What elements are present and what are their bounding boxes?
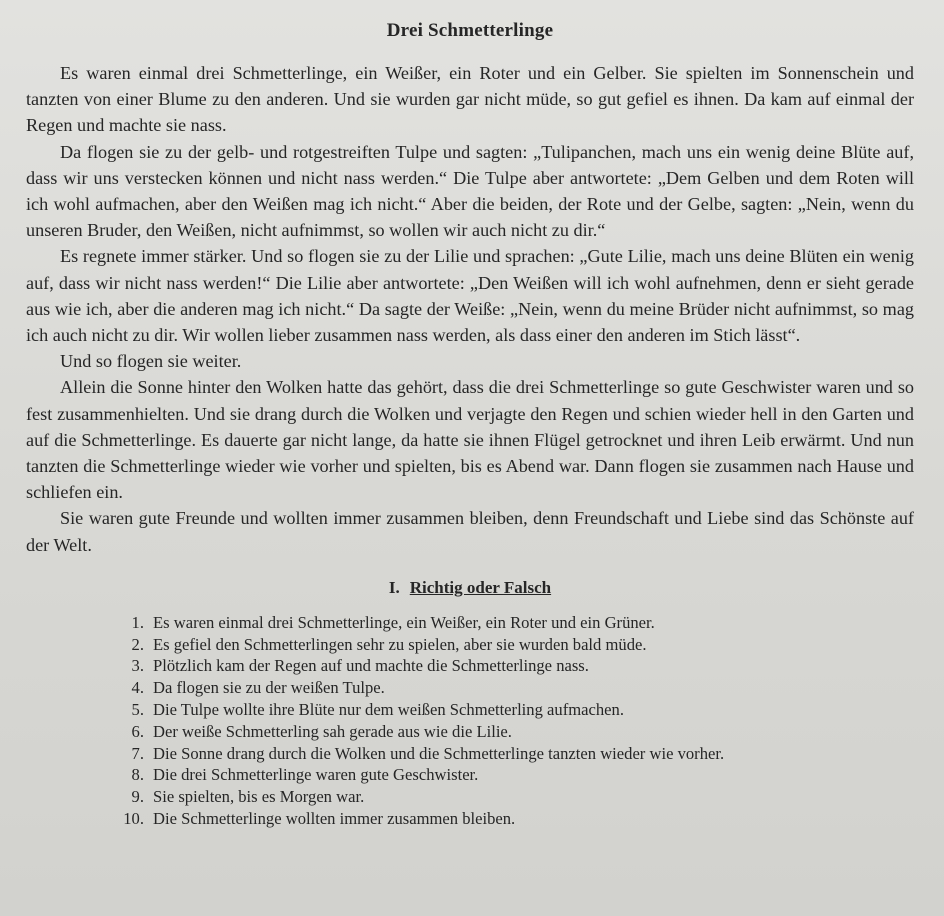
statement-number: 5. xyxy=(131,700,144,720)
statement-text: Es gefiel den Schmetterlingen sehr zu spielen, aber sie wurden bald müde. xyxy=(153,634,647,654)
statement-item xyxy=(112,721,914,743)
statement-item xyxy=(112,655,914,677)
statement-text: Die Schmetterlinge wollten immer zusammen bleiben. xyxy=(153,809,516,829)
statement-text: Die Tulpe wollte ihre Blüte nur dem weißen Schmetterling aufmachen. xyxy=(153,700,624,720)
statement-number: 4. xyxy=(131,678,144,698)
story-text xyxy=(26,60,914,558)
story-paragraph: Und so flogen sie weiter. xyxy=(60,351,242,372)
statement-item xyxy=(112,808,914,830)
statement-number: 3. xyxy=(131,656,144,676)
statement-number: 6. xyxy=(131,721,144,741)
exercise-heading xyxy=(26,578,914,598)
statement-text: Die drei Schmetterlinge waren gute Geschwister. xyxy=(153,765,479,785)
statement-item xyxy=(112,786,914,808)
statement-text: Sie spielten, bis es Morgen war. xyxy=(153,787,365,807)
statement-text: Der weiße Schmetterling sah gerade aus wie die Lilie. xyxy=(153,721,512,741)
statement-item xyxy=(112,634,914,656)
statement-text: Es waren einmal drei Schmetterlinge, ein Weißer, ein Roter und ein Grüner. xyxy=(153,612,655,632)
exercise-title: Richtig oder Falsch xyxy=(409,577,552,597)
document-title: Drei Schmetterlinge xyxy=(386,20,554,41)
statement-text: Da flogen sie zu der weißen Tulpe. xyxy=(153,678,385,698)
story-paragraph: Es waren einmal drei Schmetterlinge, ein Weißer, ein Roter und ein Gelber. Sie spielten im Sonnenschein und tanzten von einer Blume zu den anderen. Und sie wurden gar nicht müde, so gut gefiel es ihnen. Da kam auf einmal der Regen und machte sie nass. xyxy=(26,63,914,136)
story-paragraph: Allein die Sonne hinter den Wolken hatte das gehört, dass die drei Schmetterlinge so gute Geschwister waren und so fest zusammenhielten. Und sie drang durch die Wolken und verjagte den Regen und schien wieder hell in den Garten und auf die Schmetterlinge. Es dauerte gar nicht lange, da hatte sie ihnen Flügel getrocknet und ihren Leib erwärmt. Und nun tanzten die Schmetterlinge wieder wie vorher und spielten, bis es Abend war. Dann flogen sie zusammen nach Hause und schliefen ein. xyxy=(26,377,914,503)
statement-number: 10. xyxy=(123,809,144,829)
statement-item xyxy=(112,677,914,699)
statement-number: 8. xyxy=(131,765,144,785)
statement-text: Plötzlich kam der Regen auf und machte die Schmetterlinge nass. xyxy=(153,656,589,676)
exercise-number: I. xyxy=(388,577,400,597)
story-paragraph: Es regnete immer stärker. Und so flogen sie zu der Lilie und sprachen: „Gute Lilie, mach uns deine Blüten ein wenig auf, dass wir nicht nass werden!“ Die Lilie aber antwortete: „Den Weißen will ich wohl aufnehmen, denn er sieht gerade aus wie ich, aber die anderen mag ich nicht.“ Da sagte der Weiße: „Nein, wenn du meine Brüder nicht aufnimmst, so mag ich auch nicht zu dir. Wir wollen lieber zusammen nass werden, als dass einer den anderen im Stich lässt“. xyxy=(26,246,914,346)
statement-number: 2. xyxy=(131,634,144,654)
statement-list xyxy=(26,612,914,830)
statement-item xyxy=(112,743,914,765)
statement-number: 9. xyxy=(131,787,144,807)
story-paragraph: Sie waren gute Freunde und wollten immer zusammen bleiben, denn Freundschaft und Liebe sind das Schönste auf der Welt. xyxy=(26,508,914,555)
story-paragraph: Da flogen sie zu der gelb- und rotgestreiften Tulpe und sagten: „Tulipanchen, mach uns ein wenig deine Blüte auf, dass wir uns verstecken können und nicht nass werden.“ Die Tulpe aber antwortete: „Dem Gelben und dem Roten will ich wohl aufmachen, aber den Weißen mag ich nicht.“ Aber die beiden, der Rote und der Gelbe, sagten: „Nein, wenn du unseren Bruder, den Weißen, nicht aufnimmst, so wollen wir auch nicht zu dir.“ xyxy=(26,141,914,241)
statement-number: 7. xyxy=(131,743,144,763)
statement-text: Die Sonne drang durch die Wolken und die Schmetterlinge tanzten wieder wie vorher. xyxy=(153,743,725,763)
statement-item xyxy=(112,764,914,786)
statement-item xyxy=(112,612,914,634)
statement-number: 1. xyxy=(131,612,144,632)
statement-item xyxy=(112,699,914,721)
